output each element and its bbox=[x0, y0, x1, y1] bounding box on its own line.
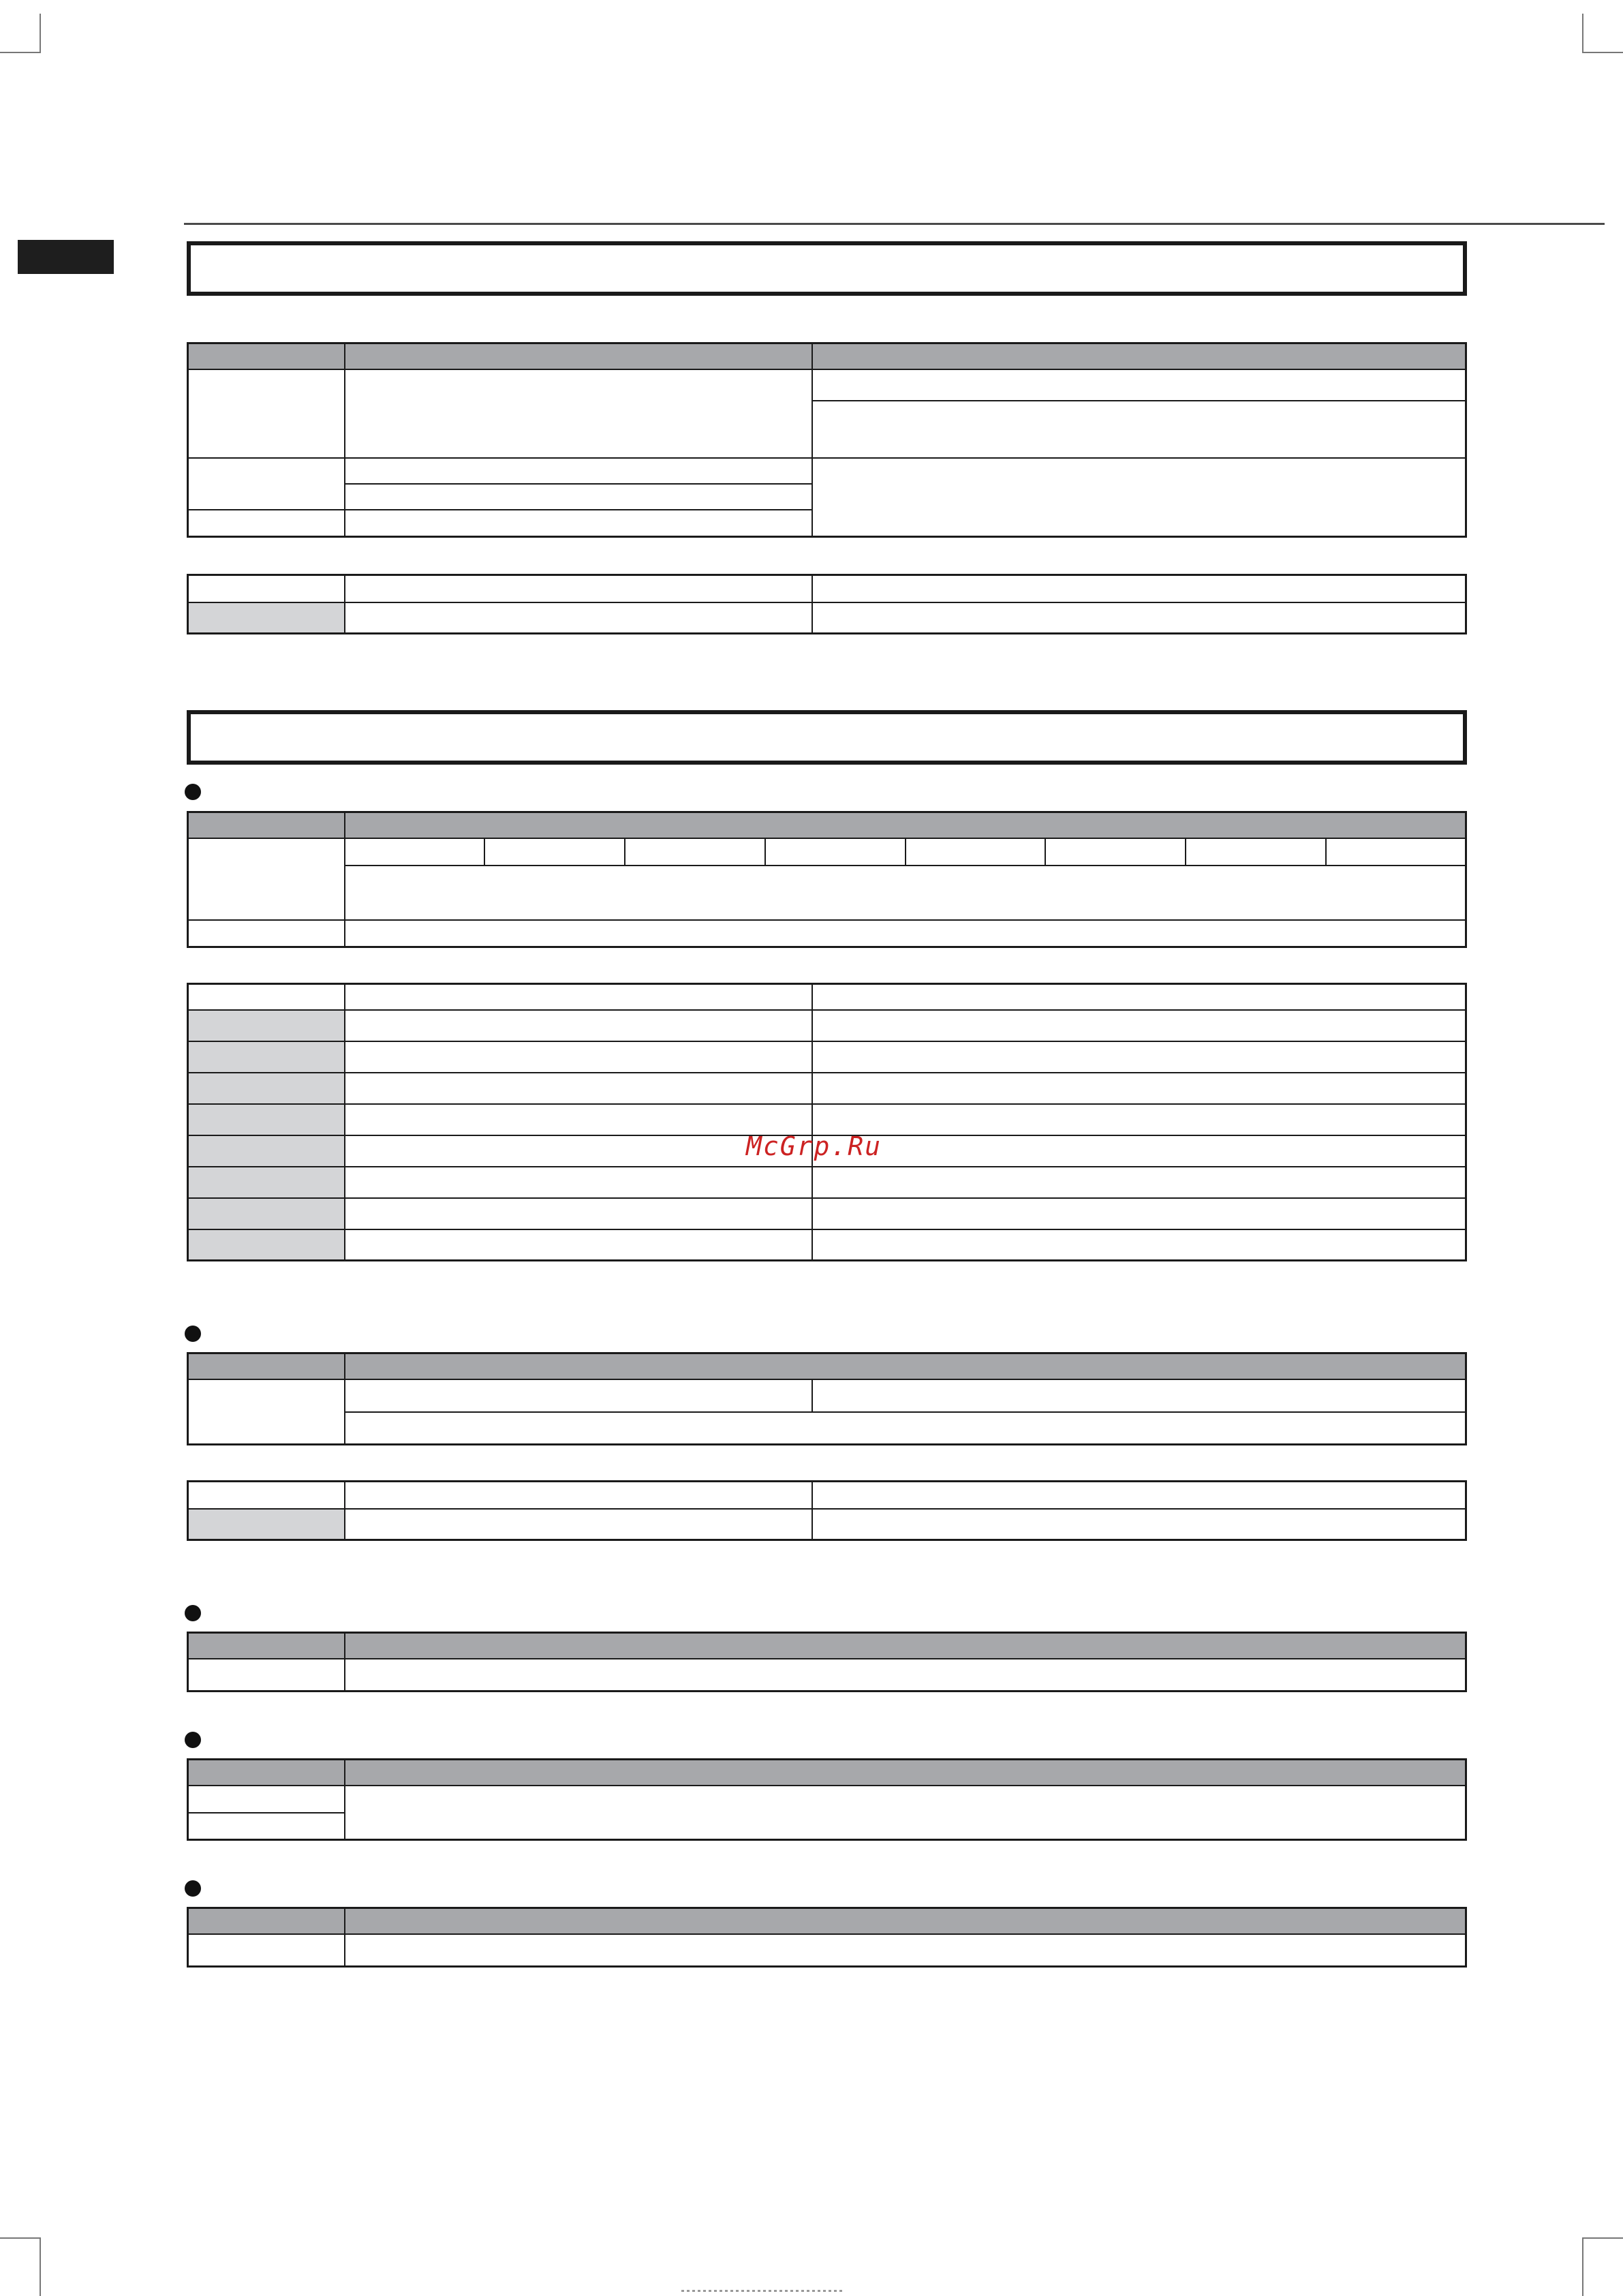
value-table-3 bbox=[187, 1480, 1467, 1541]
bit-table bbox=[187, 811, 1467, 948]
value-table-2 bbox=[187, 983, 1467, 1261]
table-row bbox=[188, 1010, 1466, 1041]
table-header-row bbox=[188, 343, 1466, 369]
table-header-row bbox=[188, 1353, 1466, 1379]
table-row bbox=[188, 1198, 1466, 1229]
crop-mark bbox=[1582, 2237, 1583, 2296]
table-row bbox=[188, 1104, 1466, 1135]
table-row bbox=[188, 1509, 1466, 1540]
watermark: McGrp.Ru bbox=[746, 1131, 882, 1161]
table-row bbox=[188, 458, 1466, 484]
crop-mark bbox=[1582, 2237, 1623, 2239]
crop-mark bbox=[40, 2237, 41, 2296]
crop-mark bbox=[40, 14, 41, 53]
table-row bbox=[188, 920, 1466, 947]
table-row bbox=[188, 1229, 1466, 1261]
table-header-row bbox=[188, 1760, 1466, 1786]
bottom-edge-marks bbox=[681, 2290, 845, 2292]
table-row bbox=[188, 1482, 1466, 1509]
table-header-row bbox=[188, 1633, 1466, 1659]
section-title-box-1 bbox=[187, 241, 1467, 296]
spec-table-4 bbox=[187, 1758, 1467, 1841]
table-row bbox=[188, 1041, 1466, 1073]
table-row bbox=[188, 1412, 1466, 1445]
table-row bbox=[188, 1167, 1466, 1198]
crop-mark bbox=[1582, 14, 1583, 53]
bit-row bbox=[188, 838, 1466, 866]
spec-table-5 bbox=[187, 1907, 1467, 1968]
bullet-icon bbox=[185, 1732, 201, 1748]
spec-table-2 bbox=[187, 1352, 1467, 1445]
table-row bbox=[188, 1073, 1466, 1104]
bullet-icon bbox=[185, 1880, 201, 1897]
table-row bbox=[188, 1379, 1466, 1412]
value-table-1 bbox=[187, 574, 1467, 634]
spec-table-1 bbox=[187, 342, 1467, 538]
crop-mark bbox=[0, 2237, 40, 2239]
crop-mark bbox=[0, 52, 40, 53]
bullet-icon bbox=[185, 1326, 201, 1342]
table-row bbox=[188, 575, 1466, 602]
section-title-box-2 bbox=[187, 710, 1467, 765]
table-row bbox=[188, 602, 1466, 634]
table-row bbox=[188, 369, 1466, 401]
table-header-row bbox=[188, 1908, 1466, 1934]
spec-table-3 bbox=[187, 1632, 1467, 1692]
chapter-tab-marker bbox=[18, 240, 114, 274]
crop-mark bbox=[1582, 52, 1623, 53]
table-row bbox=[188, 1659, 1466, 1692]
table-header-row bbox=[188, 812, 1466, 838]
table-row bbox=[188, 866, 1466, 920]
bullet-icon bbox=[185, 1605, 201, 1621]
bullet-icon bbox=[185, 784, 201, 800]
table-row bbox=[188, 1934, 1466, 1967]
table-row bbox=[188, 1786, 1466, 1813]
table-row bbox=[188, 984, 1466, 1010]
header-rule bbox=[184, 223, 1605, 225]
